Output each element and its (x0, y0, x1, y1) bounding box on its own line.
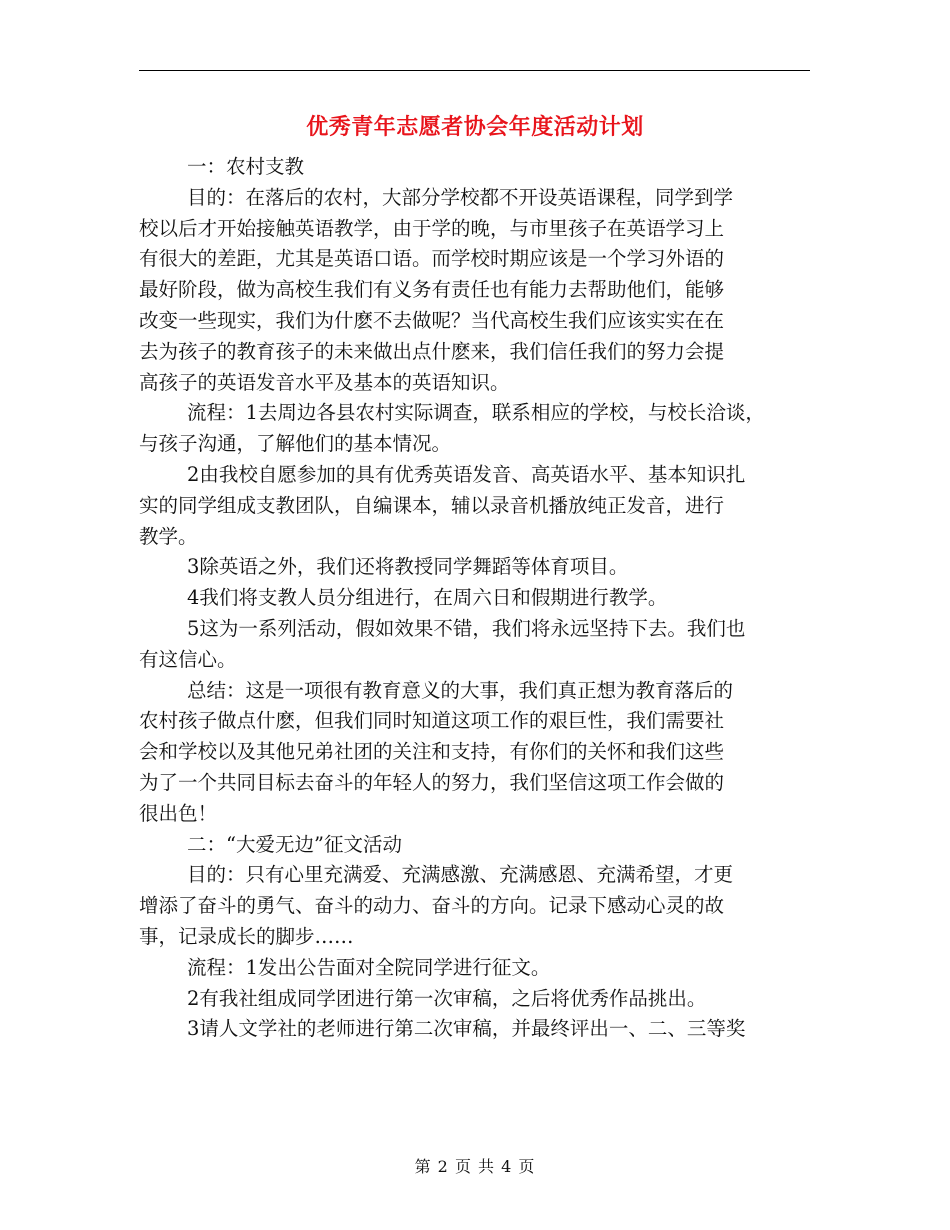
text-line: 教学。 (139, 524, 198, 548)
text-line: 增添了奋斗的勇气、奋斗的动力、奋斗的方向。记录下感动心灵的故 (139, 894, 725, 918)
text-line: 很出色！ (139, 801, 218, 825)
text-line: 一：农村支教 (187, 155, 305, 178)
text-line: 与孩子沟通，了解他们的基本情况。 (139, 432, 452, 456)
text-line: 高孩子的英语发音水平及基本的英语知识。 (139, 370, 510, 394)
text-line: 目的：只有心里充满爱、充满感激、充满感恩、充满希望，才更 (187, 863, 734, 887)
text-line: 2有我社组成同学团进行第一次审稿，之后将优秀作品挑出。 (187, 986, 707, 1010)
text-line: 会和学校以及其他兄弟社团的关注和支持，有你们的关怀和我们这些 (139, 740, 725, 764)
text-line: 为了一个共同目标去奋斗的年轻人的努力，我们坚信这项工作会做的 (139, 770, 725, 794)
text-line: 3除英语之外，我们还将教授同学舞蹈等体育项目。 (187, 555, 629, 579)
text-line: 3请人文学社的老师进行第二次审稿，并最终评出一、二、三等奖 (187, 1017, 746, 1041)
text-line: 流程：1去周边各县农村实际调查，联系相应的学校，与校长洽谈， (187, 401, 765, 425)
text-line: 事，记录成长的脚步…… (139, 924, 354, 948)
text-line: 最好阶段，做为高校生我们有义务有责任也有能力去帮助他们，能够 (139, 278, 725, 302)
text-line: 有很大的差距，尤其是英语口语。而学校时期应该是一个学习外语的 (139, 247, 725, 271)
text-line: 校以后才开始接触英语教学，由于学的晚，与市里孩子在英语学习上 (139, 216, 725, 240)
text-line: 二：“大爱无边”征文活动 (187, 832, 402, 856)
header-rule (139, 70, 810, 71)
document-body (139, 152, 819, 1045)
text-line: 总结：这是一项很有教育意义的大事，我们真正想为教育落后的 (187, 678, 734, 702)
text-line: 去为孩子的教育孩子的未来做出点什麽来，我们信任我们的努力会提 (139, 339, 725, 363)
page-footer: 第 2 页 共 4 页 (414, 1157, 536, 1176)
text-line: 实的同学组成支教团队，自编课本，辅以录音机播放纯正发音，进行 (139, 493, 725, 517)
text-line: 改变一些现实，我们为什麽不去做呢？当代高校生我们应该实实在在 (139, 308, 725, 332)
text-line: 2由我校自愿参加的具有优秀英语发音、高英语水平、基本知识扎 (187, 462, 746, 486)
text-line: 有这信心。 (139, 647, 237, 671)
text-line: 流程：1发出公告面对全院同学进行征文。 (187, 955, 551, 979)
text-line: 5这为一系列活动，假如效果不错，我们将永远坚持下去。我们也 (187, 616, 746, 640)
text-line: 目的：在落后的农村，大部分学校都不开设英语课程，同学到学 (187, 185, 734, 209)
text-line: 4我们将支教人员分组进行，在周六日和假期进行教学。 (187, 586, 668, 610)
document-title: 优秀青年志愿者协会年度活动计划 (306, 114, 644, 140)
text-line: 农村孩子做点什麽，但我们同时知道这项工作的艰巨性，我们需要社 (139, 709, 725, 733)
